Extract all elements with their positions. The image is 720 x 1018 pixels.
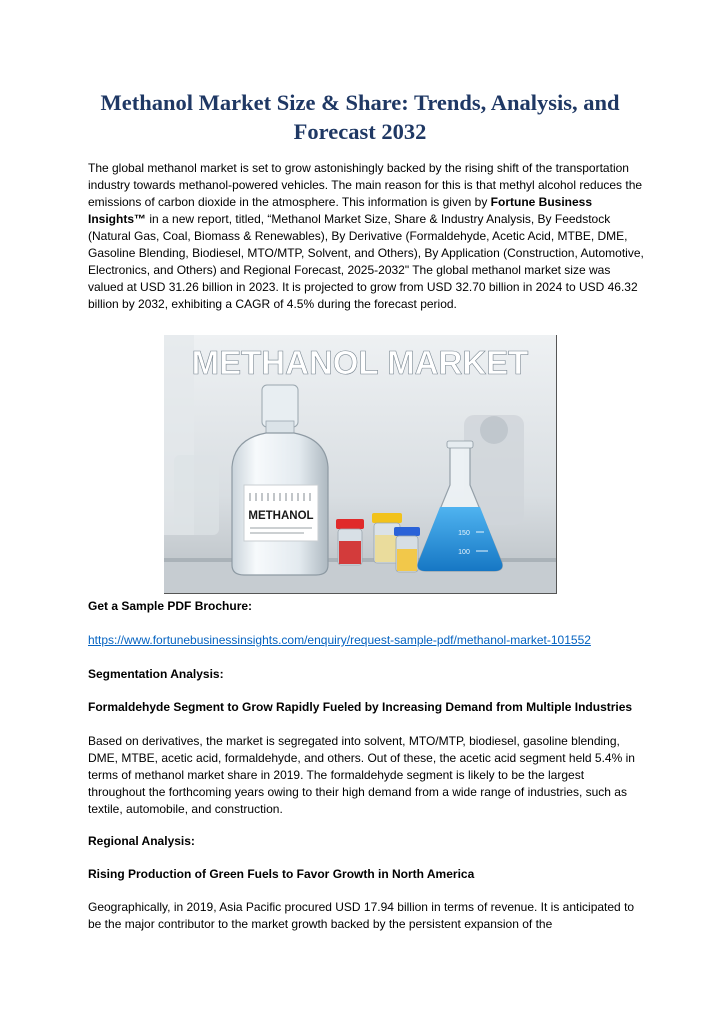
regional-body: Geographically, in 2019, Asia Pacific procured USD 17.94 billion in terms of revenue. It is anticipated to be the major contributor to the market growth backed by the persistent expansion of the (88, 900, 635, 931)
regional-subheading: Rising Production of Green Fuels to Favor Growth in North America (88, 867, 475, 881)
intro-text-2: in a new report, titled, “Methanol Market Size, Share & Industry Analysis, By Feedstock (Natural Gas, Coal, Biomass & Renewables), By Derivative (Formaldehyde, Acetic Acid, MTBE, DME, Gasoline Blending, Biodiesel, MTO/MTP, Solvent, and Others), By Application (Construction, Automotive, Electronics, and Others) and Regional Forecast, 2025-2032" The global methanol market size was valued at USD 31.26 billion in 2023. It is projected to grow from USD 32.70 billion in 2024 to USD 46.32 billion by 2032, exhibiting a CAGR of 4.5% during the forecast period. (88, 212, 644, 311)
brochure-label: Get a Sample PDF Brochure: (88, 599, 253, 613)
red-pigment-jar (336, 519, 364, 565)
blue-pigment-jar (394, 527, 420, 572)
brand-name: Fortune Business Insights™ (88, 195, 593, 226)
regional-heading: Regional Analysis: (88, 834, 195, 848)
methanol-market-image (164, 335, 557, 594)
segmentation-heading: Segmentation Analysis: (88, 667, 224, 681)
flask-mark-100: 100 (458, 549, 470, 556)
intro-text-1: The global methanol market is set to grow astonishingly backed by the rising shift of the transportation industry towards methanol-powered vehicles. The main reason for this is that methyl alcohol reduces the emissions of carbon dioxide in the atmosphere. This information is given by (88, 161, 643, 209)
flask-mark-150: 150 (458, 530, 470, 537)
segmentation-body: Based on derivatives, the market is segregated into solvent, MTO/MTP, biodiesel, gasoline blending, DME, MTBE, acetic acid, formaldehyde, and others. Out of these, the acetic acid segment held 5.4% in terms of methanol market share in 2019. The formaldehyde segment is likely to be the largest throughout the forthcoming years owing to their high demand from a wide range of industries, such as textile, automobile, and construction. (88, 734, 635, 816)
brochure-link[interactable]: https://www.fortunebusinessinsights.com/enquiry/request-sample-pdf/methanol-market-101552 (88, 633, 591, 647)
image-banner-text: METHANOL MARKET (191, 344, 529, 381)
segmentation-subheading: Formaldehyde Segment to Grow Rapidly Fueled by Increasing Demand from Multiple Industries (88, 700, 633, 714)
bottle-label-text: METHANOL (248, 510, 314, 522)
page-title: Methanol Market Size & Share: Trends, Analysis, and Forecast 2032 (100, 90, 620, 144)
intro-paragraph (88, 160, 644, 313)
